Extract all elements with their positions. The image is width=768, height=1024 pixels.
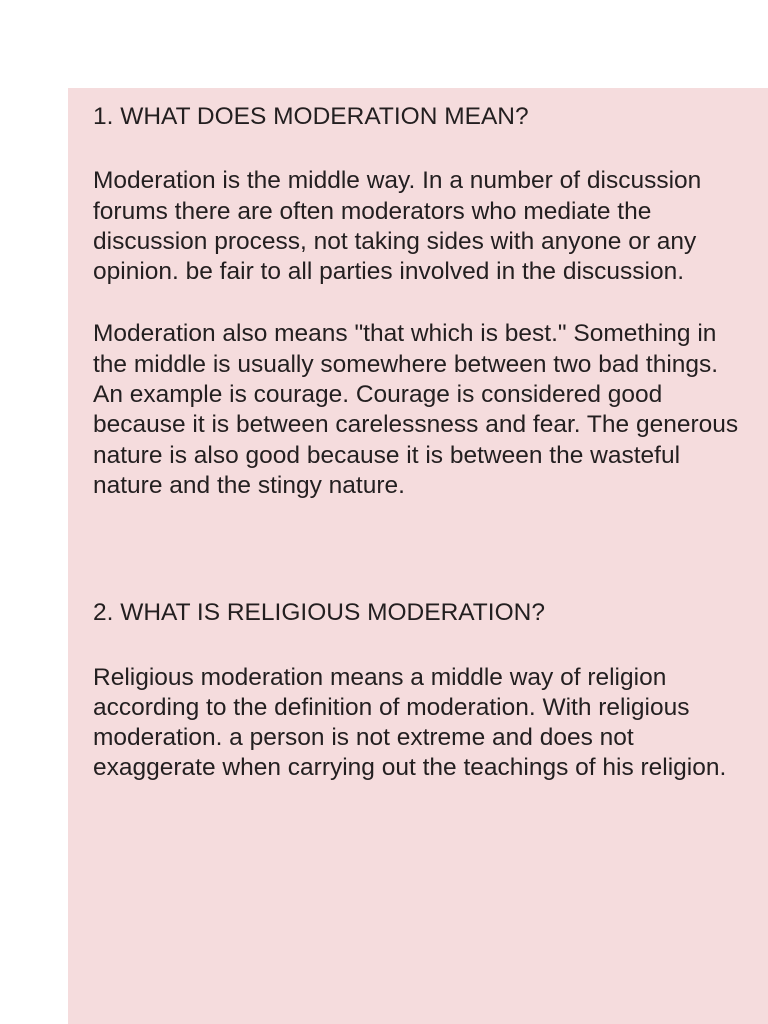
section-2-heading: 2. WHAT IS RELIGIOUS MODERATION? — [93, 599, 545, 627]
section-1-heading: 1. WHAT DOES MODERATION MEAN? — [93, 103, 529, 130]
section-1-paragraph-1: Moderation is the middle way. In a number of discussion forums there are often moderators who mediate the discussion process, not taking sides with anyone or any opinion. be fair to all parties involved in the discussion. — [93, 167, 702, 286]
section-2-paragraph-1: Religious moderation means a middle way of religion according to the definition of moderation. With religious moderation. a person is not extreme and does not exaggerate when carrying out the teachings of his religion. — [93, 663, 727, 782]
document-body — [93, 102, 753, 784]
section-1-paragraph-2: Moderation also means "that which is best." Something in the middle is usually somewhere between two bad things. An example is courage. Courage is considered good because it is between carelessness and fear. The generous nature is also good because it is between the wasteful nature and the stingy nature. — [93, 320, 739, 499]
